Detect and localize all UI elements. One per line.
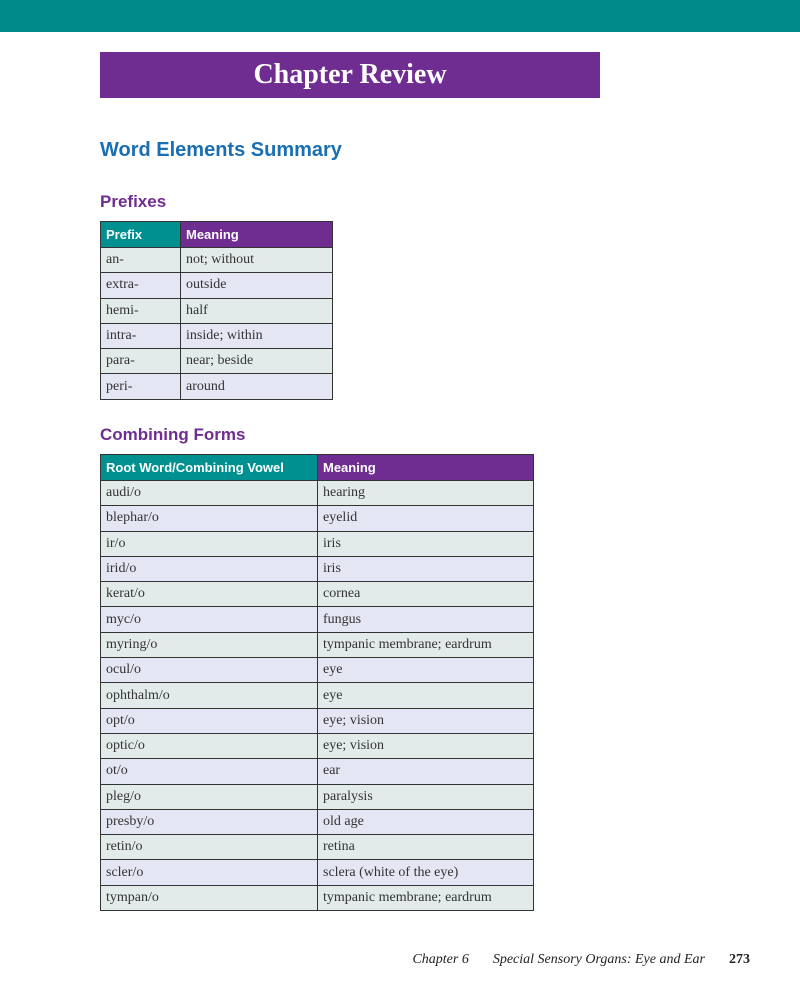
table-row — [101, 298, 333, 323]
table-row — [101, 860, 534, 885]
meaning-cell: eye; vision — [318, 733, 534, 758]
meaning-cell: hearing — [318, 481, 534, 506]
term-cell: myc/o — [101, 607, 318, 632]
term-cell: pleg/o — [101, 784, 318, 809]
table-row — [101, 835, 534, 860]
combining-forms-heading: Combining Forms — [100, 425, 246, 444]
table-row — [101, 481, 534, 506]
meaning-cell: inside; within — [181, 323, 333, 348]
table-row — [101, 556, 534, 581]
meaning-cell: near; beside — [181, 349, 333, 374]
meaning-cell: ear — [318, 759, 534, 784]
meaning-cell: outside — [181, 273, 333, 298]
meaning-cell: sclera (white of the eye) — [318, 860, 534, 885]
meaning-cell: not; without — [181, 248, 333, 273]
meaning-cell: cornea — [318, 582, 534, 607]
table-row — [101, 506, 534, 531]
meaning-cell: iris — [318, 556, 534, 581]
term-cell: opt/o — [101, 708, 318, 733]
term-cell: kerat/o — [101, 582, 318, 607]
table-row — [101, 708, 534, 733]
column-header: Root Word/Combining Vowel — [101, 455, 318, 481]
table-row — [101, 582, 534, 607]
meaning-cell: old age — [318, 809, 534, 834]
page-footer — [412, 952, 750, 968]
table-row — [101, 374, 333, 399]
term-cell: presby/o — [101, 809, 318, 834]
meaning-cell: retina — [318, 835, 534, 860]
column-header: Meaning — [318, 455, 534, 481]
prefixes-table — [100, 221, 333, 400]
term-cell: para- — [101, 349, 181, 374]
table-row — [101, 683, 534, 708]
meaning-cell: tympanic membrane; eardrum — [318, 885, 534, 910]
table-row — [101, 632, 534, 657]
term-cell: hemi- — [101, 298, 181, 323]
term-cell: audi/o — [101, 481, 318, 506]
combining-forms-table — [100, 454, 534, 911]
top-bar — [0, 0, 800, 32]
footer-title: Special Sensory Organs: Eye and Ear — [492, 952, 705, 967]
meaning-cell: around — [181, 374, 333, 399]
table-row — [101, 658, 534, 683]
term-cell: peri- — [101, 374, 181, 399]
term-cell: ot/o — [101, 759, 318, 784]
term-cell: an- — [101, 248, 181, 273]
footer-chapter: Chapter 6 — [412, 952, 469, 967]
meaning-cell: eye — [318, 658, 534, 683]
term-cell: scler/o — [101, 860, 318, 885]
table-row — [101, 784, 534, 809]
chapter-review-banner: Chapter Review — [100, 52, 600, 98]
table-row — [101, 248, 333, 273]
table-row — [101, 323, 333, 348]
term-cell: irid/o — [101, 556, 318, 581]
meaning-cell: iris — [318, 531, 534, 556]
column-header: Meaning — [181, 222, 333, 248]
table-row — [101, 809, 534, 834]
table-row — [101, 885, 534, 910]
term-cell: optic/o — [101, 733, 318, 758]
meaning-cell: tympanic membrane; eardrum — [318, 632, 534, 657]
term-cell: ocul/o — [101, 658, 318, 683]
prefixes-heading: Prefixes — [100, 192, 167, 211]
term-cell: ir/o — [101, 531, 318, 556]
page-number: 273 — [729, 952, 750, 967]
meaning-cell: eyelid — [318, 506, 534, 531]
meaning-cell: eye — [318, 683, 534, 708]
section-heading: Word Elements Summary — [100, 139, 342, 161]
table-row — [101, 759, 534, 784]
meaning-cell: paralysis — [318, 784, 534, 809]
table-row — [101, 733, 534, 758]
table-row — [101, 349, 333, 374]
table-row — [101, 607, 534, 632]
meaning-cell: half — [181, 298, 333, 323]
table-row — [101, 531, 534, 556]
term-cell: tympan/o — [101, 885, 318, 910]
table-row — [101, 273, 333, 298]
term-cell: retin/o — [101, 835, 318, 860]
meaning-cell: eye; vision — [318, 708, 534, 733]
term-cell: blephar/o — [101, 506, 318, 531]
column-header: Prefix — [101, 222, 181, 248]
term-cell: intra- — [101, 323, 181, 348]
term-cell: extra- — [101, 273, 181, 298]
meaning-cell: fungus — [318, 607, 534, 632]
term-cell: ophthalm/o — [101, 683, 318, 708]
term-cell: myring/o — [101, 632, 318, 657]
